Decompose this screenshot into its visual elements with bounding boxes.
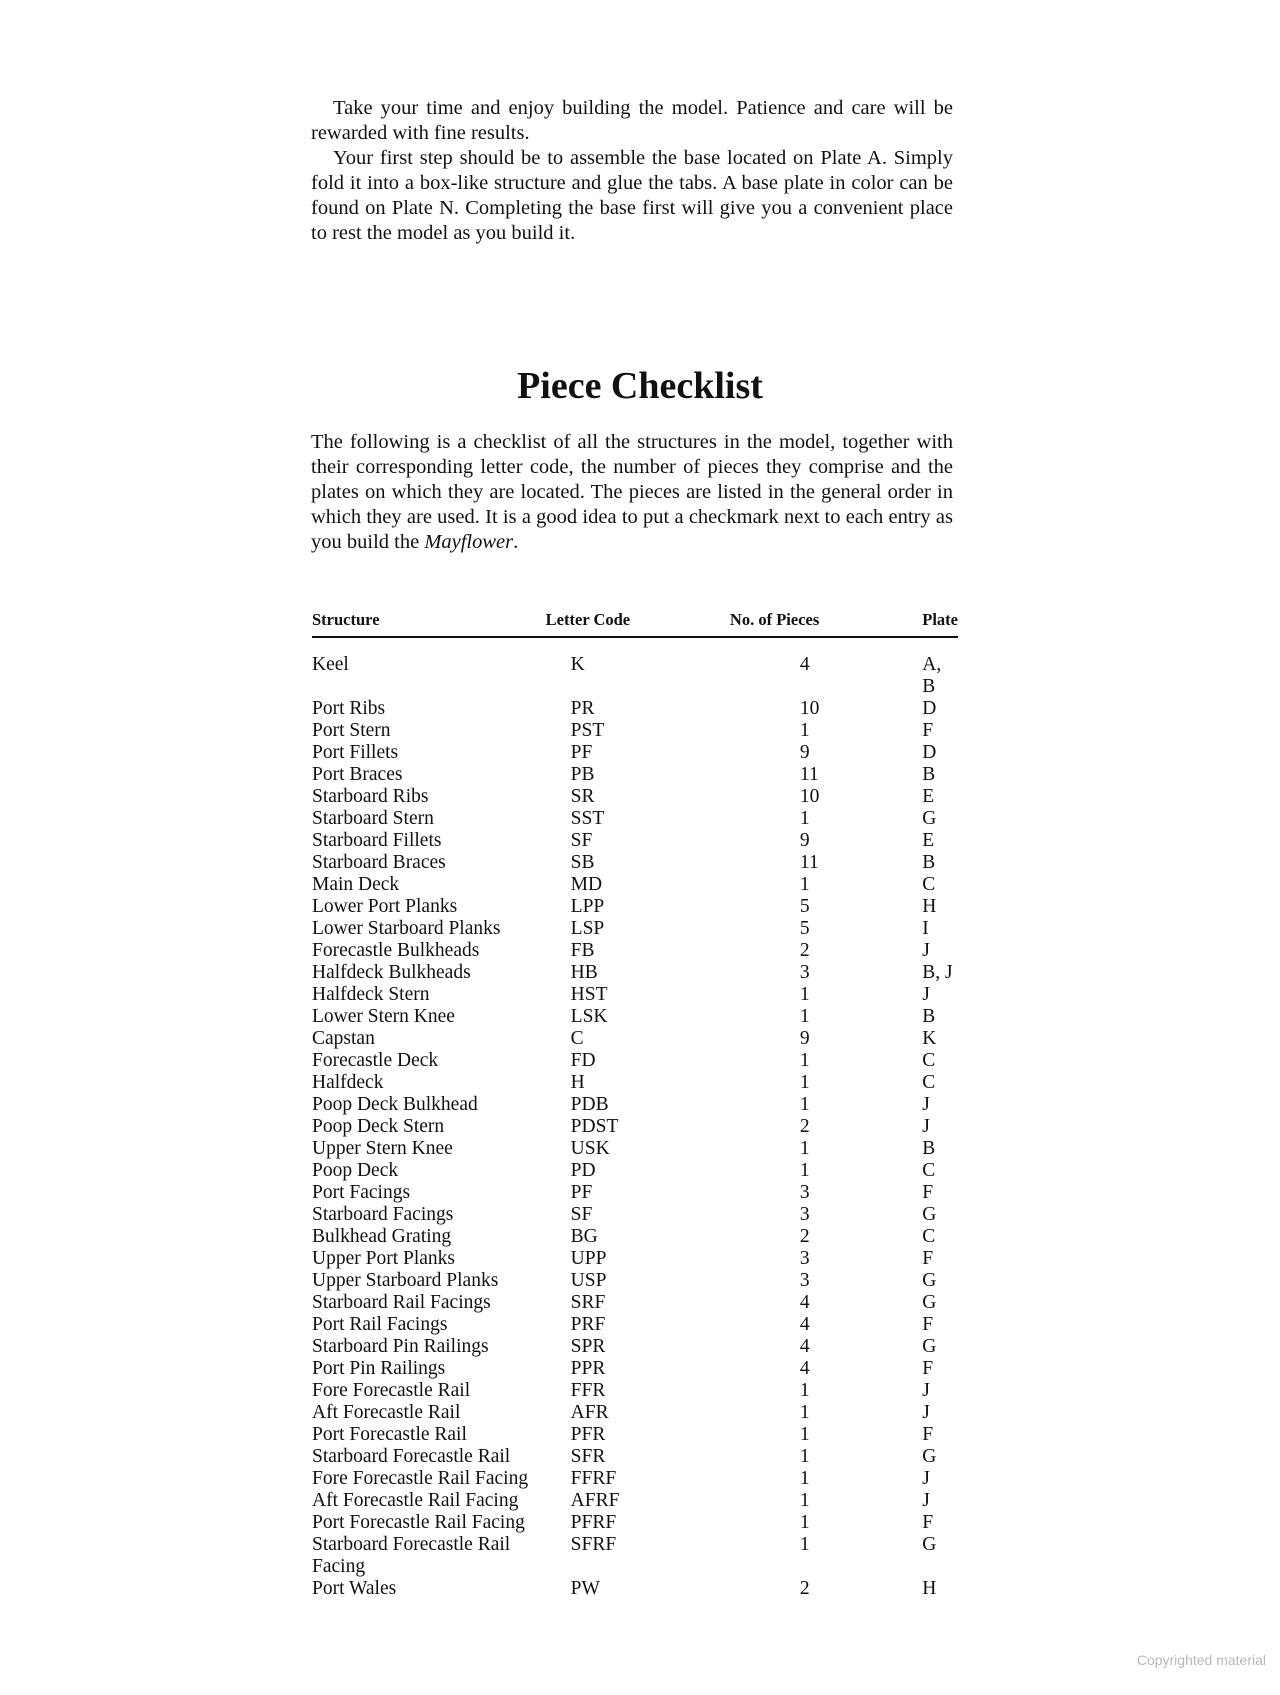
table-row [312,1094,958,1116]
plate-cell: C [922,1072,936,1093]
structure-cell: Port Forecastle Rail Facing [312,1512,525,1533]
letter-code-cell: PFR [570,1424,606,1445]
pieces-cell: 1 [799,1072,810,1093]
pieces-cell: 10 [799,786,820,807]
structure-cell: Fore Forecastle Rail [312,1380,471,1401]
letter-code-cell: FB [570,940,595,961]
letter-code-cell: LSP [570,918,605,939]
header-structure: Structure [312,606,546,637]
table-row [312,896,958,918]
plate-cell: C [922,1160,936,1181]
plate-cell: C [922,1226,936,1247]
structure-cell: Upper Port Planks [312,1248,455,1269]
pieces-cell: 1 [799,808,810,829]
pieces-cell: 4 [799,1314,810,1335]
plate-cell: H [922,1578,937,1599]
plate-cell: K [922,1028,937,1049]
structure-cell: Upper Stern Knee [312,1138,453,1159]
table-row [312,1072,958,1094]
header-pieces: No. of Pieces [688,606,922,637]
pieces-cell: 4 [799,1336,810,1357]
description-text: The following is a checklist of all the structures in the model, together with their corresponding letter code, the number of pieces they comprise and the plates on which they are located. The pieces are listed in the general order in which they are used. It is a good idea to put a checkmark next to each entry as you build the [311,431,953,553]
table-row [312,1226,958,1248]
plate-cell: H [922,896,937,917]
table-row [312,808,958,830]
pieces-cell: 11 [799,852,819,873]
table-row [312,764,958,786]
letter-code-cell: FD [570,1050,596,1071]
plate-cell: G [922,1446,937,1467]
structure-cell: Port Wales [312,1578,397,1599]
table-row [312,1116,958,1138]
header-letter-code: Letter Code [546,606,688,637]
letter-code-cell: PB [570,764,595,785]
structure-cell: Forecastle Deck [312,1050,439,1071]
pieces-cell: 3 [799,1182,810,1203]
pieces-cell: 1 [799,1446,810,1467]
structure-cell: Main Deck [312,874,400,895]
table-row [312,1314,958,1336]
letter-code-cell: SFRF [570,1534,617,1555]
plate-cell: F [922,1512,934,1533]
checklist-description [311,430,953,555]
letter-code-cell: PW [570,1578,600,1599]
plate-cell: J [922,1094,930,1115]
table-row [312,1006,958,1028]
pieces-cell: 5 [799,896,810,917]
table-row [312,1534,958,1578]
table-row [312,984,958,1006]
letter-code-cell: PFRF [570,1512,617,1533]
structure-cell: Starboard Rail Facings [312,1292,491,1313]
structure-cell: Halfdeck [312,1072,384,1093]
description-end: . [513,531,519,553]
pieces-cell: 5 [799,918,810,939]
structure-cell: Port Braces [312,764,403,785]
table-body [312,637,958,1600]
plate-cell: G [922,1270,937,1291]
letter-code-cell: SST [570,808,605,829]
structure-cell: Lower Starboard Planks [312,918,501,939]
structure-cell: Fore Forecastle Rail Facing [312,1468,529,1489]
structure-cell: Aft Forecastle Rail Facing [312,1490,519,1511]
letter-code-cell: AFRF [570,1490,620,1511]
plate-cell: G [922,1336,937,1357]
letter-code-cell: PST [570,720,605,741]
table-row [312,1248,958,1270]
letter-code-cell: AFR [570,1402,609,1423]
pieces-cell: 1 [799,1160,810,1181]
plate-cell: C [922,1050,936,1071]
structure-cell: Halfdeck Stern [312,984,430,1005]
structure-cell: Lower Stern Knee [312,1006,455,1027]
pieces-cell: 9 [799,1028,810,1049]
plate-cell: F [922,1182,934,1203]
table-row [312,1138,958,1160]
pieces-cell: 1 [799,1006,810,1027]
structure-cell: Aft Forecastle Rail [312,1402,461,1423]
structure-cell: Poop Deck Stern [312,1116,445,1137]
pieces-cell: 1 [799,1468,810,1489]
letter-code-cell: SFR [570,1446,606,1467]
page-title: Piece Checklist [517,365,763,407]
table-row [312,742,958,764]
table-row [312,918,958,940]
pieces-cell: 1 [799,1534,810,1555]
pieces-cell: 9 [799,742,810,763]
plate-cell: J [922,984,930,1005]
structure-cell: Port Fillets [312,742,399,763]
structure-cell: Bulkhead Grating [312,1226,452,1247]
table-row [312,786,958,808]
table-row [312,1358,958,1380]
plate-cell: B [922,852,936,873]
plate-cell: B, J [922,962,953,983]
table-row [312,830,958,852]
letter-code-cell: MD [570,874,603,895]
ship-name: Mayflower [424,531,514,553]
pieces-cell: 1 [799,984,810,1005]
structure-cell: Starboard Facings [312,1204,454,1225]
structure-cell: Port Pin Railings [312,1358,446,1379]
letter-code-cell: PF [570,1182,593,1203]
letter-code-cell: FFRF [570,1468,617,1489]
plate-cell: G [922,808,937,829]
structure-cell: Starboard Pin Railings [312,1336,489,1357]
plate-cell: G [922,1534,937,1555]
pieces-cell: 1 [799,1380,810,1401]
pieces-cell: 1 [799,1094,810,1115]
letter-code-cell: PDB [570,1094,609,1115]
structure-cell: Poop Deck Bulkhead [312,1094,478,1115]
plate-cell: F [922,1248,934,1269]
pieces-cell: 10 [799,698,820,719]
structure-cell: Port Stern [312,720,391,741]
piece-checklist-table [312,606,958,1600]
plate-cell: B [922,1138,936,1159]
letter-code-cell: SPR [570,1336,606,1357]
plate-cell: I [922,918,929,939]
structure-cell: Halfdeck Bulkheads [312,962,471,983]
table-row [312,720,958,742]
header-plate: Plate [922,606,958,637]
letter-code-cell: UPP [570,1248,607,1269]
pieces-cell: 4 [799,1292,810,1313]
plate-cell: E [922,830,935,851]
structure-cell: Upper Starboard Planks [312,1270,499,1291]
letter-code-cell: SB [570,852,595,873]
table-header-row [312,606,958,637]
structure-cell: Lower Port Planks [312,896,458,917]
letter-code-cell: LPP [570,896,605,917]
table-row [312,654,958,698]
pieces-cell: 3 [799,1248,810,1269]
letter-code-cell: K [570,654,585,675]
table-row [312,1424,958,1446]
pieces-cell: 1 [799,874,810,895]
structure-cell: Forecastle Bulkheads [312,940,480,961]
pieces-cell: 9 [799,830,810,851]
table-row [312,1050,958,1072]
letter-code-cell: BG [570,1226,598,1247]
table-row [312,1446,958,1468]
pieces-cell: 3 [799,1270,810,1291]
table-row [312,852,958,874]
plate-cell: E [922,786,935,807]
letter-code-cell: USP [570,1270,607,1291]
letter-code-cell: PF [570,742,593,763]
structure-cell: Starboard Fillets [312,830,442,851]
pieces-cell: 3 [799,962,810,983]
table-row [312,1028,958,1050]
letter-code-cell: HST [570,984,608,1005]
table-row [312,1380,958,1402]
table-row [312,1402,958,1424]
letter-code-cell: PPR [570,1358,606,1379]
structure-cell: Port Ribs [312,698,386,719]
pieces-cell: 2 [799,1578,810,1599]
table-row [312,1292,958,1314]
pieces-cell: 3 [799,1204,810,1225]
plate-cell: G [922,1292,937,1313]
table-row [312,1270,958,1292]
pieces-cell: 1 [799,720,810,741]
structure-cell: Port Facings [312,1182,411,1203]
pieces-cell: 1 [799,1512,810,1533]
plate-cell: J [922,1490,930,1511]
pieces-cell: 1 [799,1050,810,1071]
plate-cell: C [922,874,936,895]
table-row [312,1468,958,1490]
plate-cell: B [922,1006,936,1027]
table-row [312,962,958,984]
letter-code-cell: H [570,1072,585,1093]
letter-code-cell: PR [570,698,595,719]
structure-cell: Keel [312,654,349,675]
plate-cell: F [922,720,934,741]
structure-cell: Capstan [312,1028,375,1049]
plate-cell: F [922,1424,934,1445]
letter-code-cell: SF [570,1204,593,1225]
structure-cell: Starboard Ribs [312,786,429,807]
table-row [312,698,958,720]
pieces-cell: 2 [799,940,810,961]
table-row [312,1204,958,1226]
plate-cell: J [922,1468,930,1489]
plate-cell: A, B [922,654,942,697]
intro-text [311,96,953,246]
plate-cell: J [922,1380,930,1401]
structure-cell: Starboard Braces [312,852,446,873]
plate-cell: D [922,742,937,763]
pieces-cell: 1 [799,1490,810,1511]
pieces-cell: 1 [799,1138,810,1159]
structure-cell: Port Forecastle Rail [312,1424,467,1445]
table-row [312,1160,958,1182]
plate-cell: J [922,1116,930,1137]
letter-code-cell: C [570,1028,584,1049]
pieces-cell: 11 [799,764,819,785]
table-row [312,874,958,896]
plate-cell: D [922,698,937,719]
plate-cell: F [922,1358,934,1379]
intro-paragraph-2: Your first step should be to assemble the base located on Plate A. Simply fold it into a box-like structure and glue the tabs. A base plate in color can be found on Plate N. Completing the base first will give you a convenient place to rest the model as you build it. [311,147,953,244]
pieces-cell: 2 [799,1226,810,1247]
letter-code-cell: LSK [570,1006,608,1027]
letter-code-cell: PDST [570,1116,619,1137]
plate-cell: F [922,1314,934,1335]
table-row [312,1512,958,1534]
watermark: Copyrighted material [1136,1652,1266,1668]
table-row [312,940,958,962]
letter-code-cell: PD [570,1160,596,1181]
table-row [312,1182,958,1204]
plate-cell: B [922,764,936,785]
structure-cell: Poop Deck [312,1160,399,1181]
plate-cell: J [922,940,930,961]
table-row [312,1578,958,1600]
letter-code-cell: SRF [570,1292,606,1313]
structure-cell: Starboard Stern [312,808,434,829]
structure-cell: Starboard Forecastle Rail Facing [312,1534,511,1577]
letter-code-cell: USK [570,1138,610,1159]
letter-code-cell: SR [570,786,595,807]
structure-cell: Starboard Forecastle Rail [312,1446,511,1467]
table-row [312,1490,958,1512]
letter-code-cell: SF [570,830,593,851]
letter-code-cell: FFR [570,1380,606,1401]
pieces-cell: 1 [799,1402,810,1423]
pieces-cell: 4 [799,654,810,675]
table-row [312,1336,958,1358]
plate-cell: G [922,1204,937,1225]
pieces-cell: 2 [799,1116,810,1137]
letter-code-cell: HB [570,962,598,983]
letter-code-cell: PRF [570,1314,606,1335]
pieces-cell: 4 [799,1358,810,1379]
structure-cell: Port Rail Facings [312,1314,448,1335]
plate-cell: J [922,1402,930,1423]
intro-paragraph-1: Take your time and enjoy building the model. Patience and care will be rewarded with fine results. [311,97,953,144]
pieces-cell: 1 [799,1424,810,1445]
